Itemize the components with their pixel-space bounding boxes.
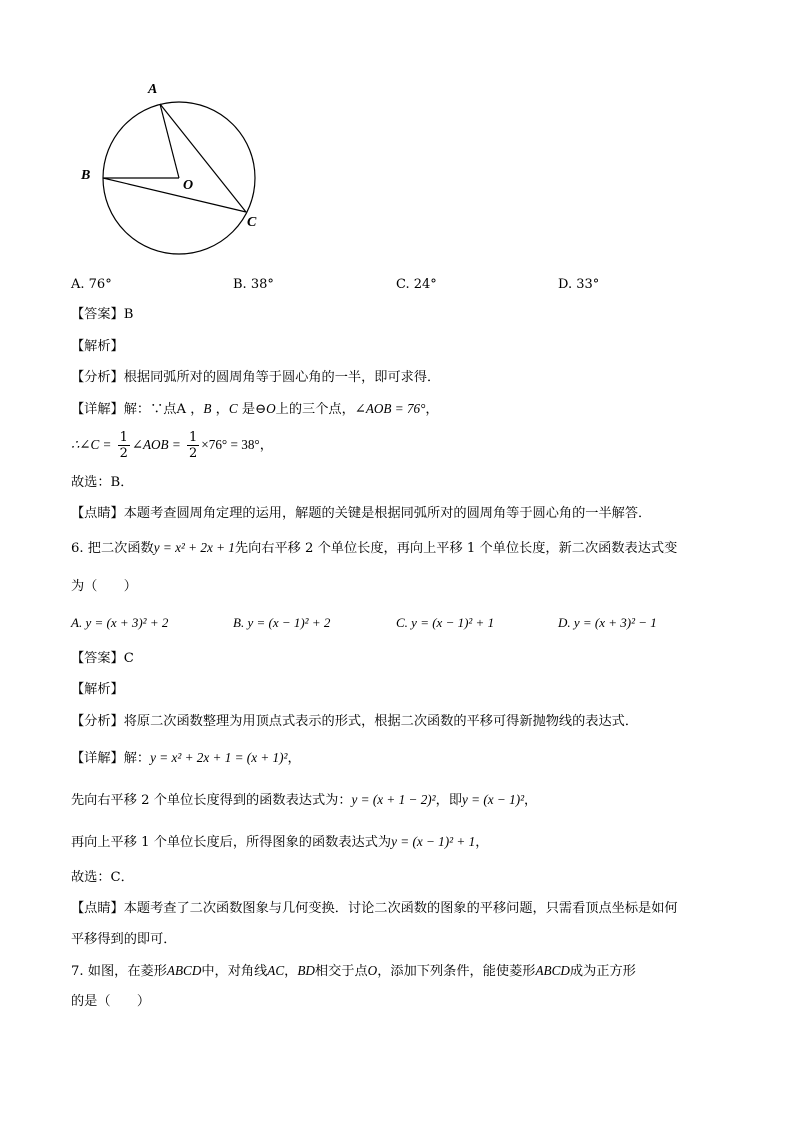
q7-mid-3: ，添加下列条件，能使菱形: [377, 964, 536, 979]
q5-comment: [71, 505, 651, 523]
segment-ac: [160, 104, 246, 212]
q6-stem-func: y = x² + 2x + 1: [153, 540, 235, 555]
q7-mid-4: 成为正方形: [569, 964, 636, 979]
comment-text: 本题考查圆周角定理的运用，解题的关键是根据同弧所对的圆周角等于圆心角的一半解答．: [123, 506, 652, 521]
detail-expr: y = x² + 2x + 1 = (x + 1)²: [150, 750, 288, 765]
q7-ac: AC: [267, 963, 285, 978]
q7-mid-2: 相交于点: [314, 964, 368, 979]
fenxi-tag: 【分析】: [71, 714, 124, 729]
q6-option-c: C. y = (x − 1)² + 1: [396, 615, 495, 630]
q7-comma: ，: [284, 964, 298, 979]
step1-expr: y = (x + 1 − 2)²: [351, 792, 436, 807]
point-label-c: C: [247, 215, 257, 230]
fenxi-tag: 【分析】: [71, 370, 124, 385]
q5-option-a: A. 76°: [71, 277, 112, 292]
detail-tag: 【详解】: [71, 751, 124, 766]
fenxi-text: 将原二次函数整理为用顶点式表示的形式，根据二次函数的平移可得新抛物线的表达式．: [123, 714, 639, 729]
detail-text: 解：: [123, 751, 151, 766]
q5-fenxi: [71, 369, 440, 387]
detail-angle: ∠AOB = 76°: [354, 401, 426, 416]
q6-option-d: D. y = (x + 3)² − 1: [558, 615, 657, 630]
answer-value: C: [123, 651, 134, 666]
q6-stem: [71, 539, 677, 558]
q6-stem-suffix: 先向右平移 2 个单位长度，再向上平移 1 个单位长度，新二次函数表达式变: [234, 541, 678, 556]
answer-tag: 【答案】: [71, 651, 124, 666]
q6-analysis-heading: [71, 681, 124, 699]
analysis-tag: 【解析】: [71, 682, 124, 697]
q6-detail: [71, 749, 301, 768]
detail-prefix: 解：∵点: [123, 402, 177, 417]
calc-tail: ×76° = 38°: [201, 437, 260, 452]
answer-value: B: [123, 307, 134, 322]
point-label-b: B: [81, 168, 91, 183]
segment-bc: [103, 178, 246, 212]
q7-abcd-2: ABCD: [535, 963, 570, 978]
q5-option-c: C. 24°: [396, 277, 437, 292]
point-label-o: O: [183, 178, 194, 193]
fraction-half-1: $\frac{1}{2}$: [119, 430, 128, 461]
q5-analysis-heading: [71, 338, 124, 356]
q5-detail: 【详解】解：∵点A ，B ，C 是⊖O上的三个点，∠AOB = 76°，: [71, 401, 439, 417]
q6-stem-prefix: 6. 把二次函数: [71, 541, 154, 556]
detail-suffix: 上的三个点，: [275, 402, 355, 417]
q6-stem-line2: 为（ ）: [71, 579, 137, 594]
detail-point-a: A: [176, 402, 187, 417]
q7-mid-1: 中，对角线: [201, 964, 268, 979]
comment-tag: 【点睛】: [71, 506, 124, 521]
circle-figure: [70, 75, 270, 260]
q6-choose: 故选：C．: [71, 870, 134, 885]
answer-tag: 【答案】: [71, 307, 124, 322]
detail-mid: 是: [241, 402, 256, 417]
q6-fenxi: [71, 713, 638, 731]
step2-end: ，: [475, 835, 489, 850]
detail-tag: 【详解】: [71, 402, 124, 417]
q6-comment-line2: 平移得到的即可．: [71, 932, 177, 947]
comment-text: 本题考查了二次函数图象与几何变换．讨论二次函数的图象的平移问题，只需看顶点坐标是如何: [123, 901, 678, 916]
detail-point-b: B: [203, 401, 212, 416]
comment-tag: 【点睛】: [71, 901, 124, 916]
q6-option-a: A. y = (x + 3)² + 2: [71, 615, 169, 630]
q5-option-d: D. 33°: [558, 277, 600, 292]
q6-option-b: B. y = (x − 1)² + 2: [233, 615, 331, 630]
q7-o: O: [367, 963, 378, 978]
detail-point-c: C: [228, 401, 238, 416]
q5-option-b: B. 38°: [233, 277, 274, 292]
q6-step2: [71, 833, 488, 852]
fraction-half-2: $\frac{1}{2}$: [189, 430, 198, 461]
q7-stem-prefix: 7. 如图，在菱形: [71, 964, 167, 979]
step2-text: 再向上平移 1 个单位长度后，所得图象的函数表达式为: [71, 835, 392, 850]
q7-stem: [71, 962, 636, 981]
calc-aob: ∠AOB =: [131, 437, 181, 452]
q5-choose: 故选：B．: [71, 475, 134, 490]
step1-mid: ，即: [435, 793, 463, 808]
analysis-tag: 【解析】: [71, 339, 124, 354]
q7-bd: BD: [297, 963, 315, 978]
q5-answer: [71, 306, 133, 324]
step1-end: ，: [524, 793, 538, 808]
step1-text: 先向右平移 2 个单位长度得到的函数表达式为：: [71, 793, 352, 808]
detail-end: ，: [287, 751, 301, 766]
fenxi-text: 根据同弧所对的圆周角等于圆心角的一半，即可求得．: [123, 370, 441, 385]
q7-stem-line2: 的是（ ）: [71, 994, 151, 1009]
step2-expr: y = (x − 1)² + 1: [391, 834, 476, 849]
step1-expr2: y = (x − 1)²: [462, 792, 525, 807]
q7-abcd-1: ABCD: [166, 963, 202, 978]
point-label-a: A: [148, 82, 158, 97]
q6-step1: [71, 791, 537, 810]
calc-prefix: ∴∠C =: [71, 437, 112, 452]
q5-calc: ∴∠C = $\frac{1}{2}$ ∠AOB = $\frac{1}{2}$ ×76° = 38°，: [71, 430, 273, 461]
q6-answer: [71, 650, 134, 668]
detail-circle: ⊖O: [255, 401, 276, 416]
q6-comment: [71, 900, 678, 918]
